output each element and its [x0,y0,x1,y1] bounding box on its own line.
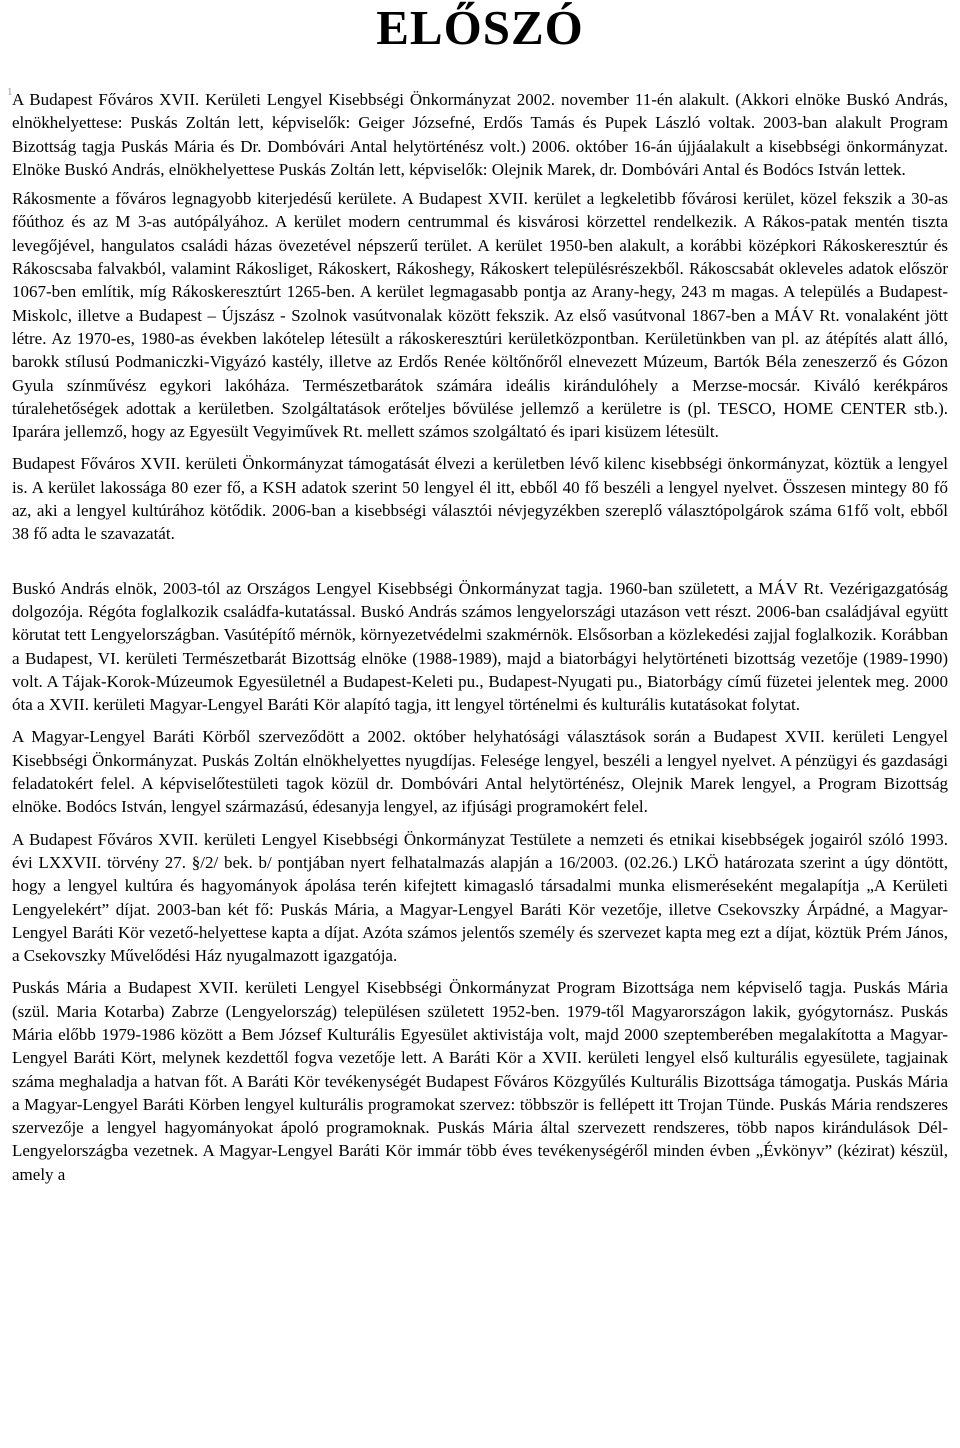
paragraph-busko: Buskó András elnök, 2003-tól az Országos Lengyel Kisebbségi Önkormányzat tagja. 1960-ban született, a MÁV Rt. Vezérigazgatóság dolgozója. Régóta foglalkozik családfa-kutatással. Buskó András számos lengyelországi utazáson vett részt. 2006-ban családjával együtt körutat tett Lengyelországban. Vasútépítő mérnök, környezetvédelmi szakmérnök. Elsősorban a közlekedési zajjal foglalkozik. Korábban a Budapest, VI. kerületi Természetbarát Bizottság elnöke (1988-1989), majd a biatorbágyi helytörténeti bizottság vezetője (1989-1990) volt. A Tájak-Korok-Múzeumok Egyesületnél a Budapest-Keleti pu., Budapest-Nyugati pu., Biatorbágy című füzetei jelentek meg. 2000 óta a XVII. kerületi Magyar-Lengyel Baráti Kör alapító tagja, itt lengyel történelmi és kulturális kutatásokat folytat. [12,578,948,715]
paragraph-district: Rákosmente a főváros legnagyobb kiterjedésű kerülete. A Budapest XVII. kerület a legkeletibb fővárosi kerület, közel fekszik a 30-as főúthoz és az M 3-as autópályához. A kerület modern centrummal és kisvárosi körzettel rendelkezik. A Rákos-patak mentén tiszta levegőjével, hangulatos családi házas övezetével népszerű terület. A kerület 1950-ben alakult, a korábbi középkori Rákoskeresztúr és Rákoscsaba falvakból, valamint Rákosliget, Rákoskert, Rákoshegy, Rákoskert településrészekből. Rákoscsabát okleveles adatok először 1067-ben említik, míg Rákoskeresztúrt 1265-ben. A kerület legmagasabb pontja az Arany-hegy, 243 m magas. A település a Budapest-Miskolc, illetve a Budapest – Újszász - Szolnok vasútvonalak között fekszik. Az első vasútvonal 1867-ben a MÁV Rt. vonalaként jött létre. Az 1970-es, 1980-as években lakótelep létesült a rákoskeresztúri kerületközpontban. Kerületünkben van pl. az átépítés alatt álló, barokk stílusú Podmaniczki-Vigyázó kastély, illetve az Erdős Renée költőnőről elnevezett Múzeum, Bartók Béla zeneszerző és Gózon Gyula színművész egykori lakóháza. Természetbarátok számára ideális kirándulóhely a Merzse-mocsár. Kiváló kerékpáros túralehetőségek adottak a kerületben. Szolgáltatások erőteljes bővülése jellemző a kerületre is (pl. TESCO, HOME CENTER stb.). Iparára jellemző, hogy az Egyesült Vegyiművek Rt. mellett számos szolgáltató és ipari kisüzem létesült. [12,189,948,442]
page-title: ELŐSZÓ [376,0,584,55]
paragraph-circle: A Magyar-Lengyel Baráti Körből szerveződött a 2002. október helyhatósági választások során a Budapest XVII. kerületi Lengyel Kisebbségi Önkormányzat. Puskás Zoltán elnökhelyettes nyugdíjas. Felesége lengyel, beszéli a lengyel nyelvet. A pénzügyi és gazdasági feladatokért felel. A képviselőtestületi tagok közül dr. Dombóvári Antal helytörténész, Olejnik Marek lengyel, a Program Bizottság elnöke. Bodócs István, lengyel származású, édesanyja lengyel, az ifjúsági programokért felel. [12,727,948,817]
paragraph-puskas: Puskás Mária a Budapest XVII. kerületi Lengyel Kisebbségi Önkormányzat Program Bizottsága nem képviselő tagja. Puskás Mária (szül. Maria Kotarba) Zabrze (Lengyelország) településen született 1952-ben. 1979-től Magyarországon lakik, gyógytornász. Puskás Mária előbb 1979-1986 között a Bem József Kulturális Egyesület aktivistája volt, majd 2000 szeptemberében megalakította a Magyar-Lengyel Baráti Kört, melynek kezdettől fogva vezetője lett. A Baráti Kör a XVII. kerületi lengyel első kulturális egyesülete, tagjainak száma meghaladja a hatvan főt. A Baráti Kör tevékenységét Budapest Főváros Közgyűlés Kulturális Bizottsága támogatja. Puskás Mária a Magyar-Lengyel Baráti Körben lengyel kulturális programokat szervez: többször is fellépett itt Trojan Tünde. Puskás Mária rendszeres szervezője a lengyel hagyományokat ápoló programoknak. Puskás Mária által szervezett rendszeres, több napos kirándulások Dél-Lengyelországba vezetnek. A Magyar-Lengyel Baráti Kör immár több éves tevékenységéről minden évben „Évkönyv” (kézirat) készül, amely a [12,978,948,1184]
paragraph-support: Budapest Főváros XVII. kerületi Önkormányzat támogatását élvezi a kerületben lévő kilenc kisebbségi önkormányzat, köztük a lengyel is. A kerület lakossága 80 ezer fő, a KSH adatok szerint 50 lengyel él itt, ebből 40 fő beszéli a lengyel nyelvet. Összesen mintegy 80 fő az, aki a lengyel kultúrához kötődik. 2006-ban a kisebbségi választói névjegyzékben szereplő választópolgárok száma 61fő volt, ebből 38 fő adta le szavazatát. [12,454,948,544]
footnote-mark: 1 [7,86,13,98]
paragraph-award: A Budapest Főváros XVII. kerületi Lengyel Kisebbségi Önkormányzat Testülete a nemzeti és etnikai kisebbségek jogairól szóló 1993. évi LXXVII. törvény 27. §/2/ bek. b/ pontjában nyert felhatalmazás alapján a 16/2003. (02.26.) LKÖ határozata szerint a úgy döntött, hogy a lengyel kultúra és hagyományok ápolása terén kifejtett kimagasló társadalmi munka elismeréseként megalapítja „A Kerületi Lengyelekért” díjat. 2003-ban két fő: Puskás Mária, a Magyar-Lengyel Baráti Kör vezetője, illetve Csekovszky Árpádné, a Magyar-Lengyel Baráti Kör vezető-helyettese kapta a díjat. Azóta számos jelentős személy és szervezet kapta meg ezt a díjat, köztük Prém János, a Csekovszky Művelődési Ház nyugalmazott igazgatója. [12,829,948,966]
paragraph-founding: A Budapest Főváros XVII. Kerületi Lengyel Kisebbségi Önkormányzat 2002. november 11-én alakult. (Akkori elnöke Buskó András, elnökhelyettese: Puskás Zoltán lett, képviselők: Geiger Józsefné, Erdős Tamás és Pupek László voltak. 2003-ban alakult Program Bizottság tagja Puskás Mária és Dr. Dombóvári Antal helytörténész volt.) 2006. október 16-án újjáalakult a kisebbségi önkormányzat. Elnöke Buskó András, elnökhelyettese Puskás Zoltán lett, képviselők: Olejnik Marek, dr. Dombóvári Antal és Bodócs István lettek. [12,90,948,179]
